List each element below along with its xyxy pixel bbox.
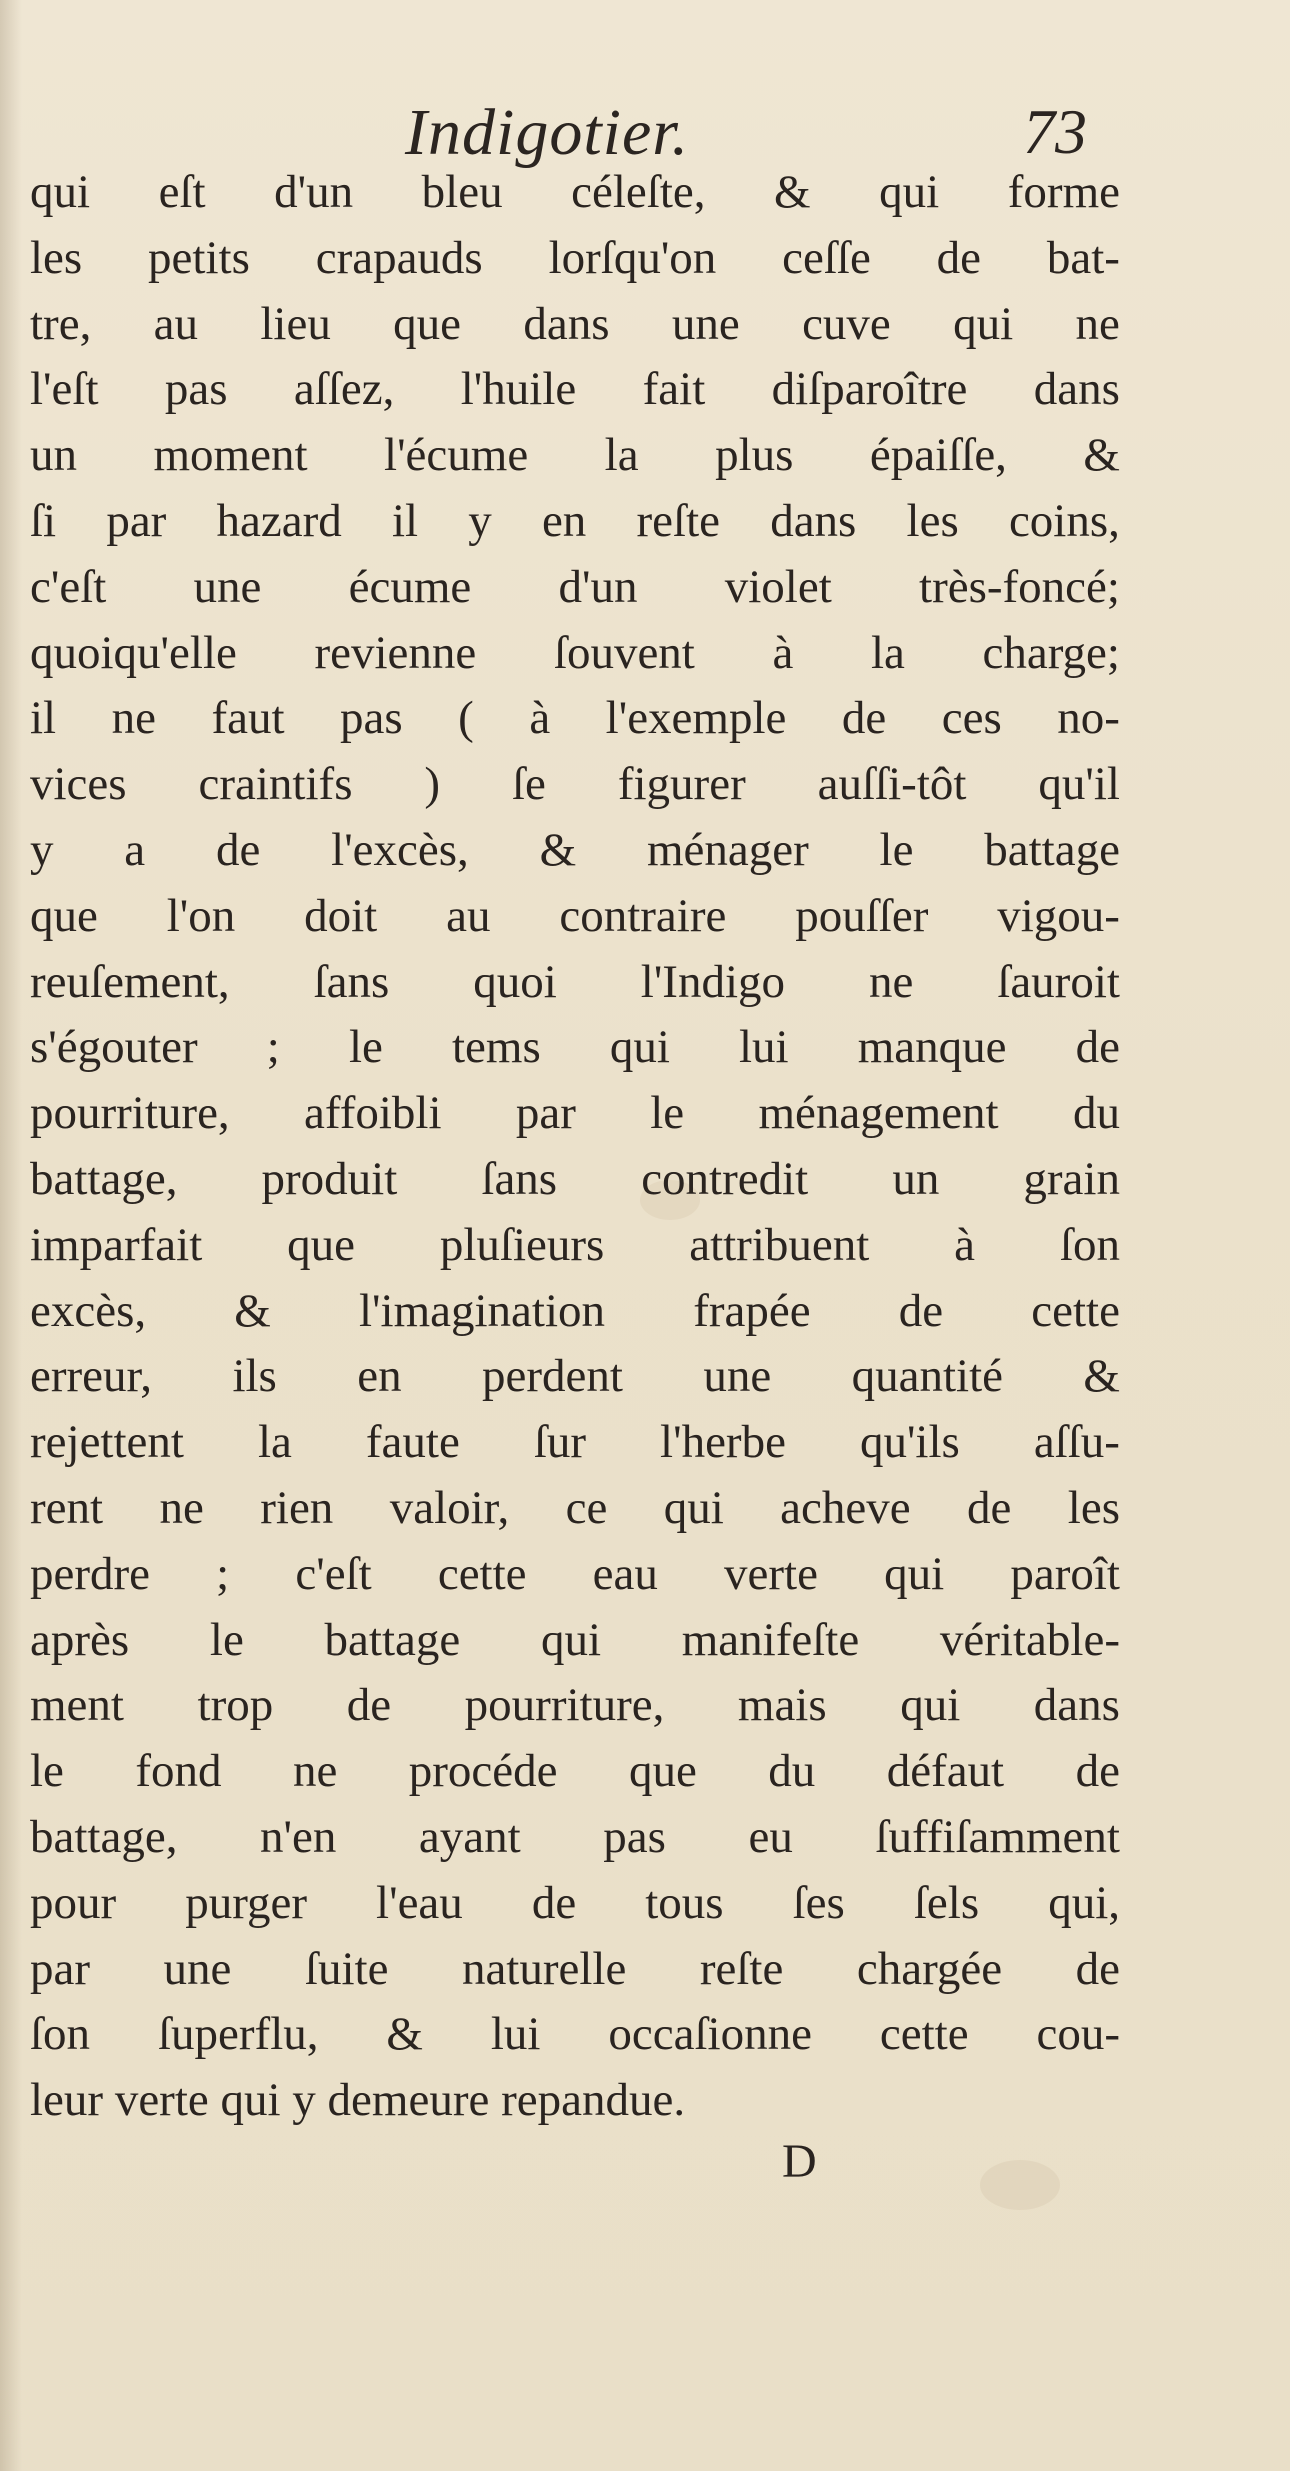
- catchword: D: [782, 2135, 817, 2188]
- text-line: erreur, ils en perdent une quantité &: [30, 1350, 1120, 1403]
- body-text: [30, 160, 1120, 2134]
- text-line: battage, n'en ayant pas eu ſuffiſamment: [30, 1810, 1120, 1863]
- running-title: Indigotier.: [405, 96, 690, 169]
- text-line: que l'on doit au contraire pouſſer vigou-: [30, 889, 1120, 942]
- text-line: ment trop de pourriture, mais qui dans: [30, 1679, 1120, 1732]
- text-line: un moment l'écume la plus épaiſſe, &: [30, 429, 1120, 482]
- text-line: tre, au lieu que dans une cuve qui ne: [30, 297, 1120, 350]
- text-line: ſon ſuperflu, & lui occaſionne cette cou-: [30, 2008, 1120, 2061]
- text-line: ſi par hazard il y en reſte dans les coins,: [30, 494, 1120, 547]
- text-line: vices craintifs ) ſe figurer auſſi-tôt qu'il: [30, 758, 1120, 811]
- text-line: il ne faut pas ( à l'exemple de ces no-: [30, 692, 1120, 745]
- text-line: quoiqu'elle revienne ſouvent à la charge;: [30, 626, 1120, 679]
- text-line: qui eſt d'un bleu céleſte, & qui forme: [30, 166, 1120, 218]
- text-line: le fond ne procéde que du défaut de: [30, 1745, 1120, 1798]
- spine-shadow: [0, 0, 22, 2471]
- text-line: imparfait que pluſieurs attribuent à ſon: [30, 1218, 1120, 1271]
- text-line: par une ſuite naturelle reſte chargée de: [30, 1942, 1120, 1995]
- text-line: excès, & l'imagination frapée de cette: [30, 1284, 1120, 1337]
- text-line: les petits crapauds lorſqu'on ceſſe de bat-: [30, 231, 1120, 284]
- page-number: 73: [1023, 96, 1087, 167]
- text-line: pourriture, affoibli par le ménagement du: [30, 1087, 1120, 1140]
- text-line: l'eſt pas aſſez, l'huile fait diſparoître dans: [30, 363, 1120, 416]
- text-line: battage, produit ſans contredit un grain: [30, 1152, 1120, 1205]
- text-line: s'égouter ; le tems qui lui manque de: [30, 1021, 1120, 1074]
- text-line: reuſement, ſans quoi l'Indigo ne ſauroit: [30, 955, 1120, 1008]
- foxing-spot: [980, 2160, 1060, 2210]
- text-line: perdre ; c'eſt cette eau verte qui paroît: [30, 1547, 1120, 1600]
- text-line: pour purger l'eau de tous ſes ſels qui,: [30, 1876, 1120, 1929]
- text-line: rent ne rien valoir, ce qui acheve de les: [30, 1481, 1120, 1534]
- text-line: leur verte qui y demeure repandue.: [30, 2074, 686, 2127]
- text-line: c'eſt une écume d'un violet très-foncé;: [30, 560, 1120, 613]
- text-line: après le battage qui manifeſte véritable-: [30, 1613, 1120, 1666]
- text-line: rejettent la faute ſur l'herbe qu'ils aſſu-: [30, 1416, 1120, 1469]
- text-line: y a de l'excès, & ménager le battage: [30, 823, 1120, 876]
